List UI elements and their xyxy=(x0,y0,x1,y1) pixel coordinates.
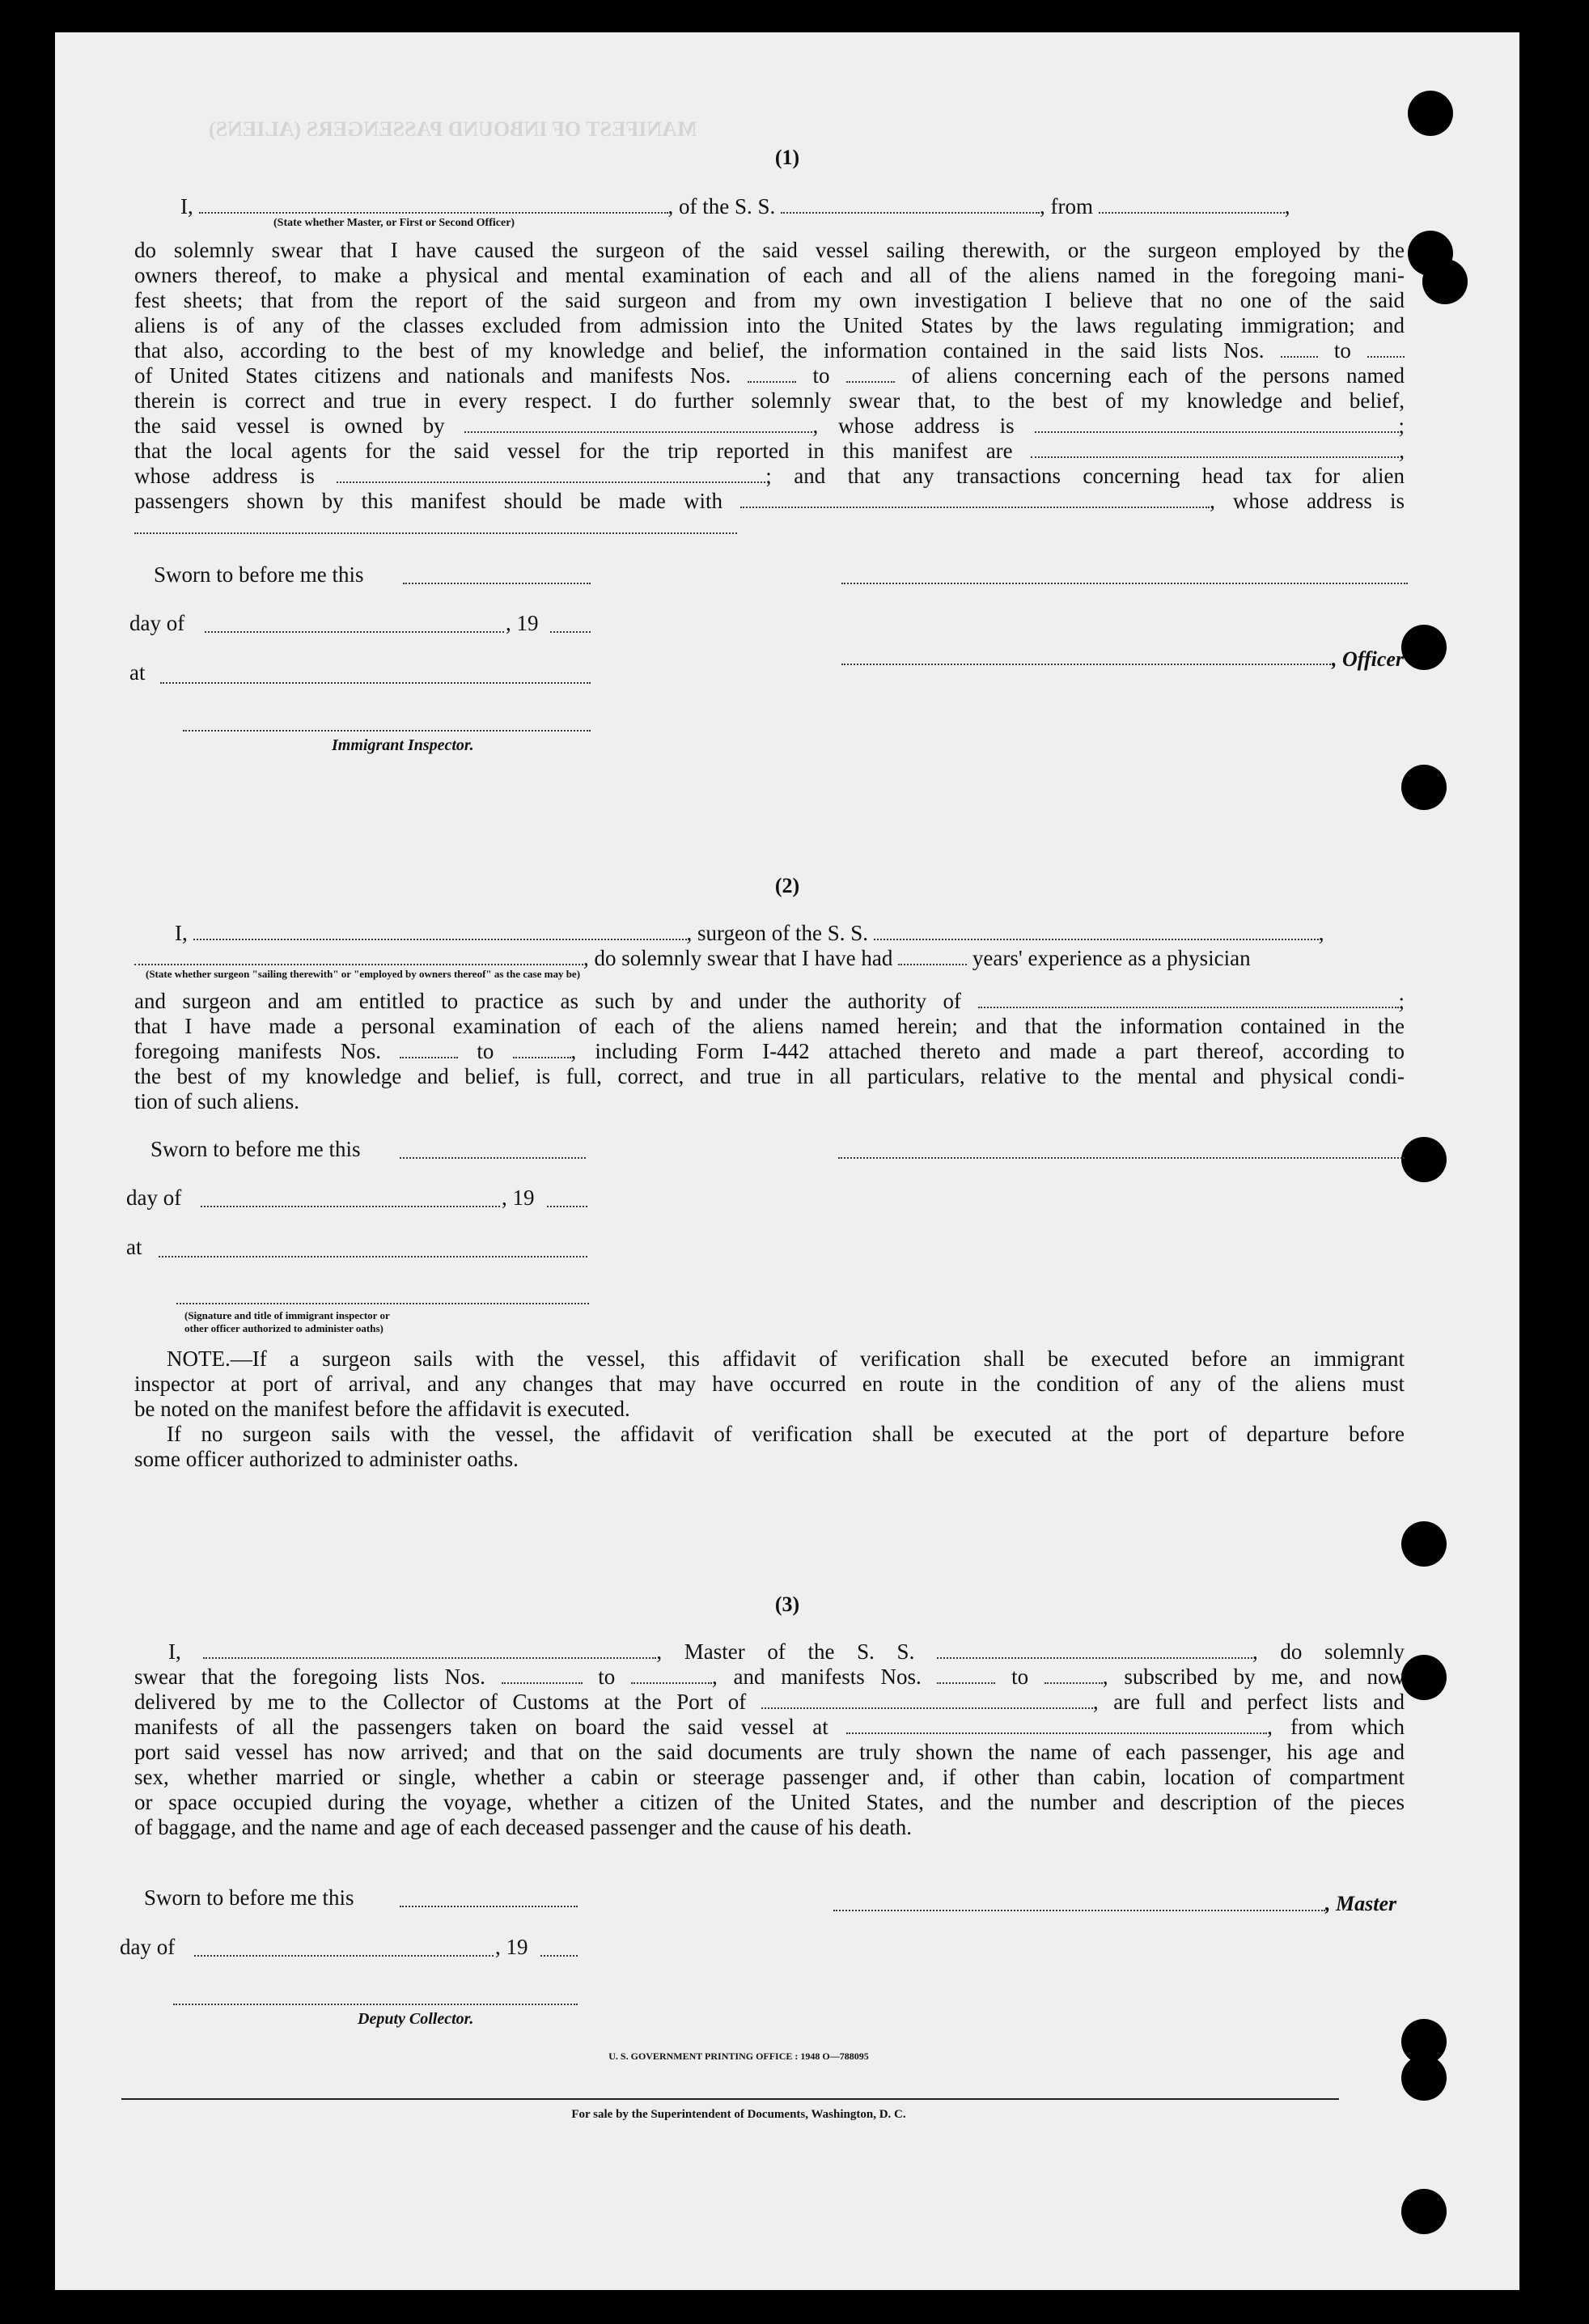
s3-master-signature-field[interactable] xyxy=(833,1910,1325,1911)
s2-i-label: I, xyxy=(175,921,188,945)
s3-from-which-text: , from which xyxy=(1267,1715,1405,1739)
s2-at-label: at xyxy=(126,1235,142,1259)
s2-note-line: inspector at port of arrival, and any changes that may have occurred en route in the condition of any of the aliens must xyxy=(134,1372,1405,1396)
s3-list-from-field[interactable] xyxy=(502,1666,583,1684)
binder-hole xyxy=(1401,625,1447,670)
bleed-through-text: MANIFEST OF INBOUND PASSENGERS (ALIENS) xyxy=(209,117,697,141)
sale-notice: For sale by the Superintendent of Documents, Washington, D. C. xyxy=(571,2108,906,2121)
s1-para-line: do solemnly swear that I have caused the surgeon of the said vessel sailing therewith, or the surgeon employed by the xyxy=(134,238,1405,262)
head-tax-contact-field[interactable] xyxy=(740,490,1210,508)
footer-rule xyxy=(121,2098,1339,2100)
s2-note-line xyxy=(134,1346,1405,1372)
s2-inspector-signature-field[interactable] xyxy=(176,1303,589,1304)
citizen-list-from-field[interactable] xyxy=(1281,340,1318,358)
gpo-imprint: U. S. GOVERNMENT PRINTING OFFICE : 1948 O—788095 xyxy=(608,2050,869,2062)
s1-aliens-text: of aliens concerning each of the persons named xyxy=(911,363,1405,388)
master-name-field[interactable] xyxy=(203,1641,656,1659)
s1-owner-address-label: , whose address is xyxy=(812,413,1015,438)
s1-para-line xyxy=(134,413,1405,439)
s2-form-text: , including Form I-442 attached thereto and made a part thereof, according to xyxy=(570,1039,1405,1063)
s3-full-perfect-text: , are full and perfect lists and xyxy=(1092,1690,1405,1714)
s1-para-line: aliens is of any of the classes excluded from admission into the United States by the laws regulating immigration; and xyxy=(134,313,1405,337)
s1-year-field[interactable] xyxy=(550,631,591,633)
s2-para-line xyxy=(134,1039,1405,1064)
s3-deputy-label: Deputy Collector. xyxy=(358,2010,474,2028)
s1-para-line xyxy=(134,464,1405,489)
s3-master-of-label: , Master of the S. S. xyxy=(656,1639,915,1664)
s2-note-line: be noted on the manifest before the affidavit is executed. xyxy=(134,1397,630,1421)
s3-sworn-day-field[interactable] xyxy=(400,1906,578,1907)
s3-para-line xyxy=(134,1665,1405,1690)
s3-year-label: , 19 xyxy=(495,1935,528,1959)
s1-sworn-day-field[interactable] xyxy=(403,583,591,584)
s2-manifests-label: foregoing manifests Nos. xyxy=(134,1039,382,1063)
s1-para-line: owners thereof, to make a physical and mental examination of each and all of the aliens named in the foregoing mani- xyxy=(134,263,1405,287)
s1-sworn-label: Sworn to before me this xyxy=(154,562,364,587)
s2-para-line: and surgeon and am entitled to practice as such by and under the authority of ; xyxy=(134,989,1405,1013)
s2-sig-note-2: other officer authorized to administer oaths) xyxy=(184,1322,383,1334)
s3-day-of-label: day of xyxy=(120,1935,176,1959)
s2-swear-text: , do solemnly swear that I have had xyxy=(583,946,893,970)
s3-boarded-at-label: manifests of all the passengers taken on board the said vessel at xyxy=(134,1715,828,1739)
binder-hole xyxy=(1401,1655,1447,1700)
s2-place-field[interactable] xyxy=(159,1256,587,1257)
local-agents-field[interactable] xyxy=(1031,440,1399,458)
section-1-heading: (1) xyxy=(774,146,800,169)
s1-para-line xyxy=(134,489,1405,514)
s3-port-label: delivered by me to the Collector of Customs at the Port of xyxy=(134,1690,747,1714)
binder-hole xyxy=(1422,259,1468,304)
s1-year-label: , 19 xyxy=(506,611,539,635)
officer-rank-field[interactable] xyxy=(199,196,668,214)
s3-para-line xyxy=(134,1715,1405,1740)
alien-manifest-from-field[interactable] xyxy=(748,365,796,383)
form-page xyxy=(55,32,1519,2290)
s1-para-line: that the local agents for the said vessel for the trip reported in this manifest are , xyxy=(134,439,1405,463)
s1-place-field[interactable] xyxy=(160,682,591,684)
s1-lists-text: that also, according to the best of my knowledge and belief, the information contained in the said lists Nos. xyxy=(134,338,1265,363)
binder-hole xyxy=(1401,2189,1447,2234)
vessel-owner-field[interactable] xyxy=(464,415,812,433)
s3-to-label: to xyxy=(598,1665,616,1689)
s1-inspector-signature-field[interactable] xyxy=(183,730,591,732)
s3-master-label: , Master xyxy=(1325,1892,1397,1915)
s3-list-to-field[interactable] xyxy=(631,1666,712,1684)
s2-day-of-label: day of xyxy=(126,1185,182,1210)
s1-to-label: to xyxy=(812,363,830,388)
s1-local-agents-label: that the local agents for the said vessel for the trip reported in this manifest are xyxy=(134,439,1013,463)
s2-sig-note-1: (Signature and title of immigrant inspector or xyxy=(184,1309,390,1321)
s3-para-line xyxy=(134,1639,1405,1665)
section-2-heading: (2) xyxy=(774,874,800,897)
s1-officer-label: , Officer xyxy=(1332,647,1405,671)
s2-note-line: some officer authorized to administer oaths. xyxy=(134,1447,519,1471)
s2-year-label: , 19 xyxy=(502,1185,535,1210)
s1-of-ss-label: , of the S. S. xyxy=(667,194,776,218)
s2-month-field[interactable] xyxy=(201,1206,500,1207)
s1-rank-note: (State whether Master, or First or Second Officer) xyxy=(273,217,515,229)
s2-note-line xyxy=(134,1422,1405,1447)
s3-para-line: or space occupied during the voyage, whether a citizen of the United States, and the number and description of the pieces xyxy=(134,1790,1405,1814)
binder-hole xyxy=(1401,1137,1447,1182)
s1-made-with-label: passengers shown by this manifest should be made with xyxy=(134,489,722,513)
contact-address-field[interactable] xyxy=(134,532,737,534)
s1-from-label: , from xyxy=(1040,194,1093,218)
s1-day-of-label: day of xyxy=(129,611,185,635)
s2-manifest-from-field[interactable] xyxy=(400,1041,458,1058)
s2-para-line: that I have made a personal examination of each of the aliens named herein; and that the information contained in the xyxy=(134,1014,1405,1038)
s2-authority-text: and surgeon and am entitled to practice as such by and under the authority of xyxy=(134,989,962,1013)
s1-owned-by-label: the said vessel is owned by xyxy=(134,413,445,438)
s2-physician-text: years' experience as a physician xyxy=(972,946,1251,970)
s3-manifest-to-field[interactable] xyxy=(1045,1666,1103,1684)
s1-i-label: I, xyxy=(180,194,193,218)
s1-officer-signature-field[interactable] xyxy=(841,664,1331,665)
s1-to-label: to xyxy=(1333,338,1351,363)
alien-manifest-to-field[interactable] xyxy=(846,365,895,383)
s1-para-line xyxy=(134,363,1405,388)
s2-para-line: tion of such aliens. xyxy=(134,1089,299,1113)
departure-port-field[interactable] xyxy=(1099,196,1285,214)
s1-officer-signature-line-upper[interactable] xyxy=(841,583,1408,584)
s3-manifests-label: , and manifests Nos. xyxy=(712,1665,922,1689)
s1-agent-address-label: whose address is xyxy=(134,464,315,488)
owner-address-field[interactable] xyxy=(1035,415,1399,433)
s1-para-line: fest sheets; that from the report of the said surgeon and from my own investigation I believe that no one of the said xyxy=(134,288,1405,312)
s3-month-field[interactable] xyxy=(194,1955,494,1957)
s3-sworn-label: Sworn to before me this xyxy=(144,1885,354,1910)
s2-sworn-day-field[interactable] xyxy=(400,1157,586,1159)
s2-sworn-label: Sworn to before me this xyxy=(150,1137,361,1161)
arrival-port-field[interactable] xyxy=(761,1691,1093,1709)
agent-address-field[interactable] xyxy=(337,465,765,483)
binder-hole xyxy=(1408,91,1453,136)
s3-vessel-field[interactable] xyxy=(937,1641,1252,1659)
s1-line1: I, , of the S. S. , from , xyxy=(180,194,1290,218)
s2-line1: I, , surgeon of the S. S. , xyxy=(175,921,1324,945)
surgeon-status-field[interactable] xyxy=(134,948,583,965)
s1-month-field[interactable] xyxy=(205,631,504,633)
s3-para-line: of baggage, and the name and age of each deceased passenger and the cause of his death. xyxy=(134,1815,913,1839)
section-3-heading: (3) xyxy=(774,1592,800,1616)
s3-solemnly-text: , do solemnly xyxy=(1252,1639,1405,1664)
boarding-port-field[interactable] xyxy=(846,1716,1267,1734)
s2-year-field[interactable] xyxy=(547,1206,587,1207)
s1-para-line xyxy=(134,338,1405,363)
s2-surgeon-signature-field[interactable] xyxy=(838,1157,1405,1159)
years-experience-field[interactable] xyxy=(898,948,967,965)
licensing-authority-field[interactable] xyxy=(978,990,1399,1008)
s2-to-label: to xyxy=(477,1039,494,1063)
s2-para-line: the best of my knowledge and belief, is full, correct, and true in all particulars, relative to the mental and physical condi- xyxy=(134,1064,1405,1088)
s2-status-note: (State whether surgeon "sailing therewith" or "employed by owners thereof" as the case may be) xyxy=(146,968,581,980)
surgeon-name-field[interactable] xyxy=(193,922,687,940)
s3-subscribed-text: , subscribed by me, and now xyxy=(1102,1665,1405,1689)
s1-inspector-label: Immigrant Inspector. xyxy=(332,736,474,754)
vessel-name-field[interactable] xyxy=(781,196,1040,214)
s1-manifests-text: of United States citizens and nationals and manifests Nos. xyxy=(134,363,731,388)
s2-vessel-field[interactable] xyxy=(874,922,1319,940)
binder-hole xyxy=(1401,765,1447,810)
s3-para-line xyxy=(134,1690,1405,1715)
s1-at-label: at xyxy=(129,660,146,685)
s2-surgeon-of-label: , surgeon of the S. S. xyxy=(686,921,869,945)
s3-lists-label: swear that the foregoing lists Nos. xyxy=(134,1665,485,1689)
s3-manifest-from-field[interactable] xyxy=(937,1666,995,1684)
s2-note-text: If no surgeon sails with the vessel, the affidavit of verification shall be executed at the port of departure before xyxy=(167,1422,1405,1446)
s3-deputy-signature-field[interactable] xyxy=(173,2004,578,2005)
s1-contact-address-label: , whose address is xyxy=(1210,489,1405,513)
s2-manifest-to-field[interactable] xyxy=(513,1041,571,1058)
s2-note-text: NOTE.—If a surgeon sails with the vessel, this affidavit of verification shall be executed before an immigrant xyxy=(167,1346,1405,1371)
s3-to-label: to xyxy=(1011,1665,1029,1689)
s3-year-field[interactable] xyxy=(540,1955,578,1957)
s1-head-tax-text: ; and that any transactions concerning head tax for alien xyxy=(765,464,1405,488)
citizen-list-to-field[interactable] xyxy=(1367,340,1405,358)
s3-para-line: sex, whether married or single, whether a cabin or steerage passenger and, if other than cabin, location of compartment xyxy=(134,1765,1405,1789)
punctuation: ; xyxy=(1398,413,1405,438)
s3-para-line: port said vessel has now arrived; and that on the said documents are truly shown the name of each passenger, his age and xyxy=(134,1740,1405,1764)
s3-i-label: I, xyxy=(168,1639,181,1664)
binder-hole xyxy=(1401,1521,1447,1567)
s1-para-line: therein is correct and true in every respect. I do further solemnly swear that, to the best of my knowledge and belief, xyxy=(134,388,1405,413)
